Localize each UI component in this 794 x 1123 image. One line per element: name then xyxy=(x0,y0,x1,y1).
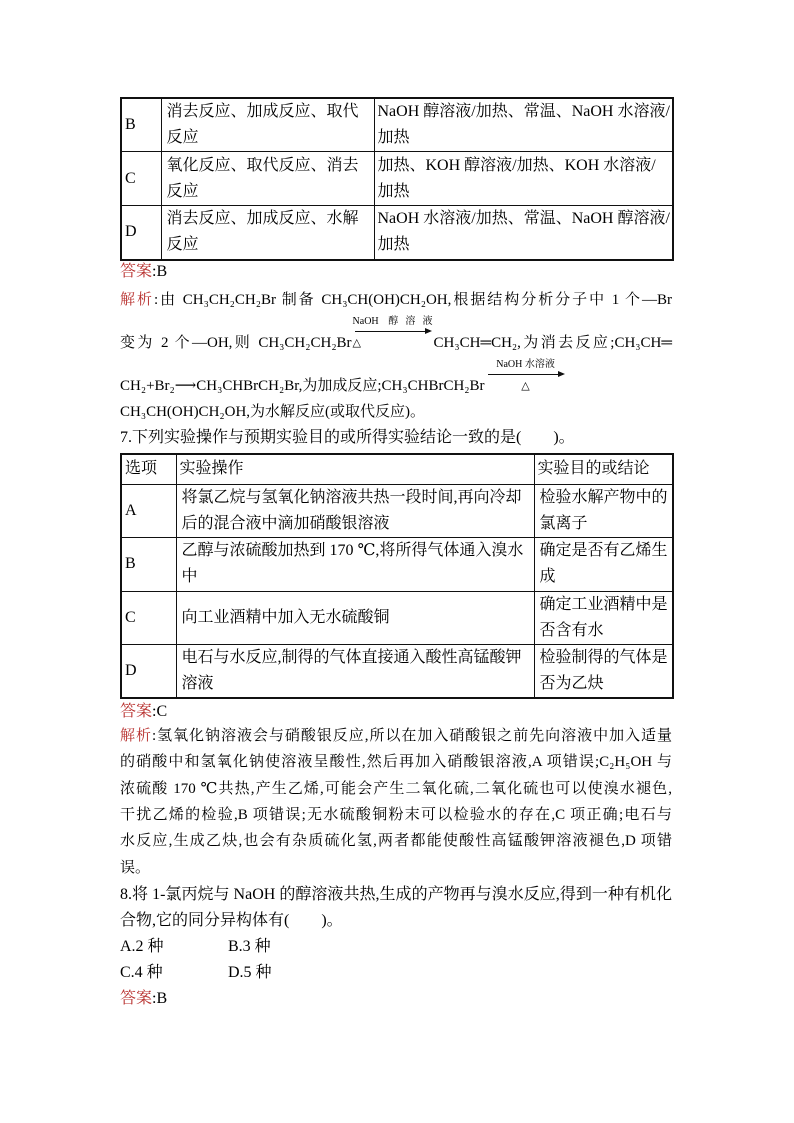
option-cell: B xyxy=(121,98,161,152)
cell-line: 加热 xyxy=(377,236,410,254)
cell-line: 加热 xyxy=(377,129,410,146)
q6-analysis-line xyxy=(120,359,672,397)
cell-line: 消去反应、加成反应、水解 xyxy=(166,210,359,228)
choice-c: C.4 种 xyxy=(120,964,163,981)
reaction-types-cell xyxy=(161,98,374,152)
operation-cell xyxy=(176,591,534,644)
cell-line: 反应 xyxy=(166,236,199,254)
operation-cell xyxy=(176,644,534,698)
table-row xyxy=(121,537,673,591)
reaction-condition: NaOH 醇溶液 xyxy=(352,316,433,327)
q7-experiment-table xyxy=(120,453,674,699)
analysis-label: 解析 xyxy=(120,728,152,744)
cell-line: 成 xyxy=(539,568,556,585)
answer-label: 答案 xyxy=(120,263,153,280)
q6-analysis-line xyxy=(120,401,672,423)
table-row xyxy=(121,484,673,537)
table-row xyxy=(121,591,673,644)
table-row xyxy=(121,206,673,260)
answer-value: :B xyxy=(152,990,168,1007)
cell-line: 中 xyxy=(181,568,198,585)
cell-line: 将氯乙烷与氢氧化钠溶液共热一段时间,再向冷却 xyxy=(181,488,522,506)
cell-line: 向工业酒精中加入无水硫酸铜 xyxy=(181,608,390,626)
q7-stem: 7.下列实验操作与预期实验目的或所得实验结论一致的是( )。 xyxy=(120,429,575,446)
cell-line: 检验制得的气体是 xyxy=(539,648,668,666)
choice-b: B.3 种 xyxy=(228,938,271,955)
q6-options-table xyxy=(120,97,674,261)
purpose-cell xyxy=(534,591,673,644)
cell-line: NaOH 水溶液/加热、常温、NaOH 醇溶液/ xyxy=(377,210,670,228)
option-cell: D xyxy=(121,206,161,260)
q6-answer xyxy=(120,261,672,283)
cell-line: 加热 xyxy=(377,182,410,200)
conditions-cell xyxy=(374,98,673,152)
option-cell: A xyxy=(121,484,176,537)
analysis-text: CH₃CH(OH)CH₂OH,为水解反应(或取代反应)。 xyxy=(120,404,426,420)
q7-analysis-line: 的硝酸中和氢氧化钠使溶液呈酸性,然后再加入硝酸银溶液,A 项错误;C₂H₅OH 与 xyxy=(120,754,672,770)
cell-line: 检验水解产物中的 xyxy=(539,488,668,506)
reaction-types-cell xyxy=(161,206,374,260)
reaction-condition: NaOH 水溶液 xyxy=(496,359,555,370)
cell-line: 氯离子 xyxy=(539,514,588,532)
q7-analysis-line: 水反应,生成乙炔,也会有杂质硫化氢,两者都能使酸性高锰酸钾溶液褪色,D 项错 xyxy=(120,833,672,849)
q7-analysis-line: 误。 xyxy=(120,860,151,876)
option-cell: D xyxy=(121,644,176,698)
cell-line: 否含有水 xyxy=(539,621,604,639)
cell-line: 加热、KOH 醇溶液/加热、KOH 水溶液/ xyxy=(377,156,656,174)
analysis-text: 变为 2 个—OH,则 CH₃CH₂CH₂Br xyxy=(120,335,352,351)
arrow-icon xyxy=(355,331,430,332)
answer-value: :C xyxy=(152,703,168,720)
table-row xyxy=(121,152,673,206)
conditions-cell xyxy=(374,206,673,260)
operation-cell xyxy=(176,484,534,537)
analysis-text: CH₃CH═CH₂,为消去反应;CH₃CH═ xyxy=(433,335,672,351)
reaction-types-cell xyxy=(161,152,374,206)
choice-a: A.2 种 xyxy=(120,938,164,955)
answer-label: 答案 xyxy=(120,990,153,1007)
cell-line: 反应 xyxy=(166,129,199,146)
q8-stem-line: 合物,它的同分异构体有( )。 xyxy=(120,912,343,929)
cell-line: 电石与水反应,制得的气体直接通入酸性高锰酸钾 xyxy=(181,648,522,666)
option-cell: B xyxy=(121,537,176,591)
q7-analysis-line: 干扰乙烯的检验,B 项错误;无水硫酸铜粉末可以检验水的存在,C 项正确;电石与 xyxy=(120,807,672,823)
cell-line: 消去反应、加成反应、取代 xyxy=(166,103,359,120)
header-operation: 实验操作 xyxy=(176,454,534,484)
cell-line: 确定是否有乙烯生 xyxy=(539,542,668,559)
cell-line: 确定工业酒精中是 xyxy=(539,595,668,613)
header-option: 选项 xyxy=(121,454,176,484)
heat-symbol: △ xyxy=(521,380,530,392)
q6-analysis-line xyxy=(120,316,672,354)
table-header-row xyxy=(121,454,673,484)
analysis-text: :由 CH₃CH₂CH₂Br 制备 CH₃CH(OH)CH₂OH,根据结构分析分子中 1 个—Br xyxy=(153,292,672,308)
q7-answer xyxy=(120,701,672,723)
cell-line: 否为乙炔 xyxy=(539,674,604,692)
q6-analysis-line xyxy=(120,289,672,311)
q8-stem-line: 8.将 1-氯丙烷与 NaOH 的醇溶液共热,生成的产物再与溴水反应,得到一种有机化 xyxy=(120,886,672,903)
table-row xyxy=(121,98,673,152)
option-cell: C xyxy=(121,591,176,644)
cell-line: NaOH 醇溶液/加热、常温、NaOH 水溶液/ xyxy=(377,103,670,120)
purpose-cell xyxy=(534,537,673,591)
answer-value: :B xyxy=(152,263,168,280)
analysis-text: CH₂+Br₂⟶CH₃CHBrCH₂Br,为加成反应;CH₃CHBrCH₂Br xyxy=(120,378,485,394)
analysis-label: 解析 xyxy=(120,292,154,308)
choice-d: D.5 种 xyxy=(228,964,272,981)
cell-line: 反应 xyxy=(166,182,199,200)
operation-cell xyxy=(176,537,534,591)
header-purpose: 实验目的或结论 xyxy=(534,454,673,484)
option-cell: C xyxy=(121,152,161,206)
cell-line: 氧化反应、取代反应、消去 xyxy=(166,156,359,174)
cell-line: 乙醇与浓硫酸加热到 170 ℃,将所得气体通入溴水 xyxy=(181,542,524,559)
analysis-text: :氢氧化钠溶液会与硝酸银反应,所以在加入硝酸银之前先向溶液中加入适量 xyxy=(151,728,672,744)
q7-analysis-line: 浓硫酸 170 ℃共热,产生乙烯,可能会产生二氧化硫,二氧化硫也可以使溴水褪色, xyxy=(120,781,672,797)
q8-answer xyxy=(120,988,672,1010)
table-row xyxy=(121,644,673,698)
answer-label: 答案 xyxy=(120,703,153,720)
heat-symbol: △ xyxy=(352,337,362,349)
purpose-cell xyxy=(534,484,673,537)
cell-line: 溶液 xyxy=(181,674,214,692)
arrow-icon xyxy=(488,374,563,375)
conditions-cell xyxy=(374,152,673,206)
purpose-cell xyxy=(534,644,673,698)
q7-analysis-line xyxy=(120,725,672,747)
cell-line: 后的混合液中滴加硝酸银溶液 xyxy=(181,514,390,532)
